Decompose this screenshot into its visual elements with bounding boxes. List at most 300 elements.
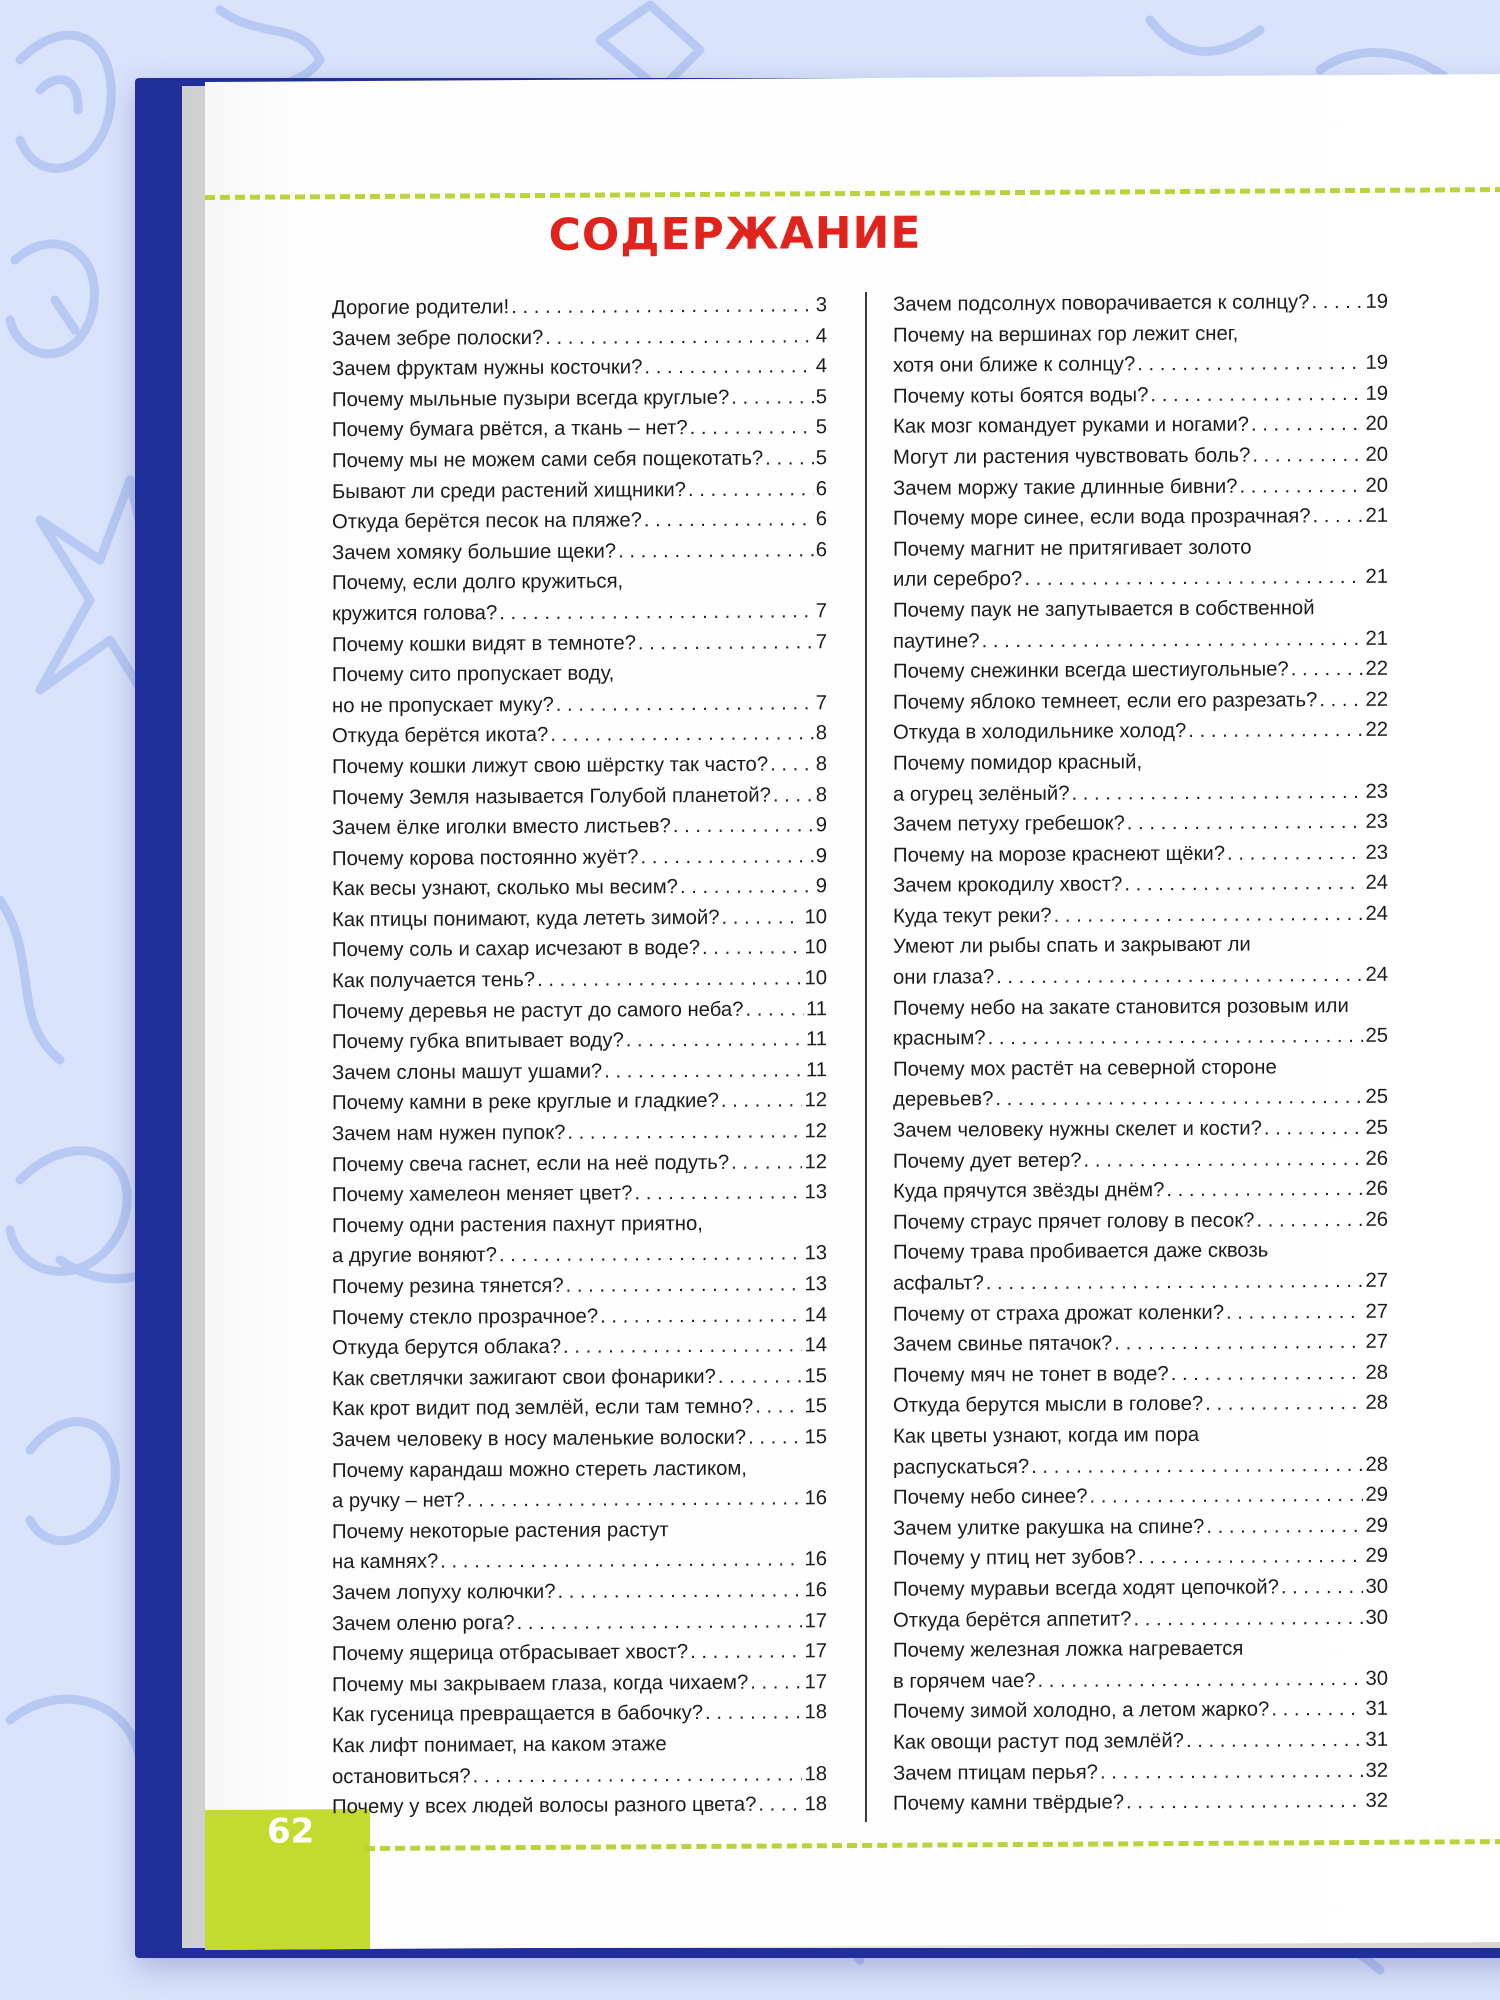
dot-leader xyxy=(705,1698,802,1729)
toc-entry xyxy=(332,1055,827,1089)
toc-entry xyxy=(332,1269,827,1303)
toc-entry xyxy=(893,1572,1388,1606)
toc-entry xyxy=(332,1575,827,1609)
toc-entry-title: в горячем чае? xyxy=(893,1669,1036,1693)
toc-entry-page: 29 xyxy=(1365,1514,1388,1537)
toc-entry xyxy=(893,1052,1388,1116)
dot-leader xyxy=(1138,1541,1363,1573)
toc-entry xyxy=(893,990,1388,1054)
toc-entry xyxy=(893,1541,1388,1575)
dot-leader xyxy=(1114,1327,1363,1359)
toc-entry-page: 23 xyxy=(1365,841,1388,864)
dot-leader xyxy=(1311,287,1363,318)
toc-entry-title: Почему трава пробивается даже сквозь xyxy=(893,1239,1269,1265)
toc-entry xyxy=(332,474,827,508)
toc-page xyxy=(205,74,1500,1950)
toc-entry-page: 5 xyxy=(815,385,827,409)
toc-entry-page: 27 xyxy=(1365,1269,1388,1292)
toc-entry xyxy=(893,1694,1388,1728)
toc-entry-page: 5 xyxy=(815,447,827,470)
toc-entry xyxy=(332,290,827,324)
top-dashed-border xyxy=(205,187,1500,200)
dot-leader xyxy=(988,1021,1364,1054)
toc-entry-page: 26 xyxy=(1365,1177,1388,1201)
toc-entry-title: Зачем человеку в носу маленькие волоски? xyxy=(332,1426,747,1452)
toc-entry-page: 19 xyxy=(1365,382,1388,405)
toc-entry-title: Почему Земля называется Голубой планетой? xyxy=(332,784,771,809)
toc-entry xyxy=(332,413,827,447)
toc-entry-title: Зачем оленю рога? xyxy=(332,1611,515,1635)
toc-entry-title: Зачем крокодилу хвост? xyxy=(893,873,1123,898)
toc-entry-title: хотя они ближе к солнцу? xyxy=(893,353,1136,377)
dot-leader xyxy=(1226,1297,1363,1328)
toc-entry-page: 27 xyxy=(1365,1330,1388,1354)
dot-leader xyxy=(995,1082,1363,1115)
toc-entry-page: 6 xyxy=(815,538,827,562)
dot-leader xyxy=(557,1575,802,1607)
toc-entry-title: Почему, если долго кружиться, xyxy=(332,570,624,595)
page-title: СОДЕРЖАНИЕ xyxy=(548,207,922,261)
dot-leader xyxy=(1072,776,1364,808)
toc-entry-title: Могут ли растения чувствовать боль? xyxy=(893,444,1251,469)
toc-entry-page: 9 xyxy=(815,814,827,837)
toc-entry-title: красным? xyxy=(893,1027,986,1051)
toc-entry-title: Почему соль и сахар исчезают в воде? xyxy=(332,937,701,962)
dot-leader xyxy=(1084,1144,1364,1176)
toc-entry-page: 8 xyxy=(815,753,827,776)
toc-entry-page: 32 xyxy=(1365,1759,1388,1782)
dot-leader xyxy=(1186,1725,1363,1757)
toc-entry xyxy=(332,382,827,416)
toc-entry-title: паутине? xyxy=(893,629,980,653)
dot-leader xyxy=(1127,807,1364,839)
toc-entry-title: Почему дует ветер? xyxy=(893,1149,1082,1173)
toc-entry-title: Куда текут реки? xyxy=(893,904,1052,928)
toc-entry-page: 25 xyxy=(1365,1086,1388,1109)
toc-entry-title: Почему от страха дрожат коленки? xyxy=(893,1301,1224,1326)
toc-entry-page: 20 xyxy=(1365,413,1388,436)
toc-entry-page: 7 xyxy=(815,630,827,653)
toc-entry-title: Зачем слоны машут ушами? xyxy=(332,1060,603,1085)
toc-entry-title: Почему кошки лижут свою шёрстку так часто? xyxy=(332,753,769,779)
toc-entry-title: Как весы узнают, сколько мы весим? xyxy=(332,876,678,901)
toc-entry-title: Почему на морозе краснеют щёки? xyxy=(893,842,1226,867)
dot-leader xyxy=(690,413,814,444)
toc-entry-title: Зачем свинье пятачок? xyxy=(893,1332,1113,1356)
toc-entry-page: 14 xyxy=(804,1303,827,1326)
dot-leader xyxy=(1251,409,1364,440)
toc-entry xyxy=(332,321,827,355)
toc-entry-title: Почему мыльные пузыри всегда круглые? xyxy=(332,386,730,412)
dot-leader xyxy=(1137,348,1363,380)
toc-entry xyxy=(893,1235,1388,1299)
dot-leader xyxy=(511,290,814,322)
dot-leader xyxy=(1271,1694,1363,1725)
dot-leader xyxy=(1090,1480,1364,1512)
toc-entry-title: Зачем человеку нужны скелет и кости? xyxy=(893,1117,1262,1142)
dot-leader xyxy=(1319,685,1363,716)
toc-entry-page: 5 xyxy=(815,416,827,439)
toc-entry-title: Откуда берутся облака? xyxy=(332,1336,562,1360)
dot-leader xyxy=(1024,562,1363,595)
toc-entry-title: асфальт? xyxy=(893,1272,984,1295)
toc-entry xyxy=(332,810,827,844)
toc-entry xyxy=(893,1174,1388,1208)
dot-leader xyxy=(473,1759,803,1792)
toc-entry xyxy=(332,566,827,630)
toc-entry-title: Зачем подсолнух поворачивается к солнцу? xyxy=(893,291,1310,316)
toc-entry-title: Почему сито пропускает воду, xyxy=(332,662,615,687)
toc-entry xyxy=(893,1755,1388,1789)
toc-entry xyxy=(332,749,827,783)
dot-leader xyxy=(721,1086,803,1117)
dot-leader xyxy=(600,1300,802,1332)
toc-entry-title: они глаза? xyxy=(893,966,995,989)
toc-entry-page: 30 xyxy=(1365,1606,1388,1629)
dot-leader xyxy=(758,1789,802,1820)
toc-entry-title: Зачем петуху гребешок? xyxy=(893,812,1125,836)
dot-leader xyxy=(1038,1664,1364,1697)
dot-leader xyxy=(680,872,814,903)
toc-entry-page: 30 xyxy=(1365,1575,1388,1598)
dot-leader xyxy=(1171,1358,1364,1390)
dot-leader xyxy=(563,1331,802,1363)
toc-entry-title: Почему муравьи всегда ходят цепочкой? xyxy=(893,1576,1279,1601)
dot-leader xyxy=(755,1392,802,1423)
toc-entry-title: Почему стекло прозрачное? xyxy=(332,1305,599,1329)
toc-entry xyxy=(332,1514,827,1578)
toc-entry-title: Почему страус прячет голову в песок? xyxy=(893,1209,1255,1234)
toc-entry xyxy=(893,654,1388,688)
toc-entry-page: 22 xyxy=(1365,688,1388,711)
toc-entry-title: Откуда берётся аппетит? xyxy=(893,1607,1132,1632)
toc-entry-page: 32 xyxy=(1365,1789,1388,1813)
toc-entry-title: распускаться? xyxy=(893,1455,1030,1479)
book xyxy=(135,78,1500,1958)
dot-leader xyxy=(982,623,1364,656)
dot-leader xyxy=(499,1239,803,1271)
toc-entry-page: 22 xyxy=(1365,657,1388,681)
toc-entry xyxy=(893,409,1388,443)
toc-entry-title: Зачем моржу такие длинные бивни? xyxy=(893,475,1238,500)
dot-leader xyxy=(1252,440,1363,471)
toc-entry-page: 12 xyxy=(804,1120,827,1143)
toc-entry xyxy=(332,1422,827,1456)
toc-entry xyxy=(332,1086,827,1120)
toc-entry-page: 7 xyxy=(815,600,827,623)
toc-entry-title: Почему мы закрываем глаза, когда чихаем? xyxy=(332,1671,749,1696)
toc-entry-title: Почему хамелеон меняет цвет? xyxy=(332,1182,633,1207)
toc-entry-page: 9 xyxy=(815,844,827,867)
toc-entry xyxy=(332,1606,827,1640)
toc-entry-page: 20 xyxy=(1365,443,1388,466)
toc-entry-title: Почему мяч не тонет в воде? xyxy=(893,1362,1169,1387)
dot-leader xyxy=(750,1667,802,1698)
toc-entry-title: Почему море синее, если вода прозрачная? xyxy=(893,505,1311,530)
toc-entry-page: 4 xyxy=(815,355,827,378)
dot-leader xyxy=(718,1361,803,1392)
toc-entry xyxy=(332,1728,827,1792)
dot-leader xyxy=(634,1178,802,1210)
toc-entry-page: 6 xyxy=(815,508,827,531)
toc-entry-page: 17 xyxy=(804,1640,827,1663)
toc-entry xyxy=(893,470,1388,504)
toc-entry-page: 25 xyxy=(1365,1116,1388,1139)
toc-entry-title: Почему у всех людей волосы разного цвета? xyxy=(332,1793,757,1819)
toc-entry xyxy=(332,1330,827,1364)
toc-entry-title: Почему на вершинах гор лежит снег, xyxy=(893,322,1239,347)
toc-entry xyxy=(332,1392,827,1426)
toc-entry-page: 13 xyxy=(804,1181,827,1204)
toc-entry-title: Зачем ёлке иголки вместо листьев? xyxy=(332,815,671,840)
toc-entry-title: Как мозг командует руками и ногами? xyxy=(893,413,1249,439)
toc-entry xyxy=(332,1177,827,1211)
toc-entry xyxy=(893,1480,1388,1514)
toc-entry-title: Как получается тень? xyxy=(332,969,536,993)
toc-entry xyxy=(893,715,1388,749)
toc-entry-page: 28 xyxy=(1365,1361,1388,1384)
dot-leader xyxy=(722,902,803,933)
toc-entry-title: а ручку – нет? xyxy=(332,1489,465,1513)
toc-entry xyxy=(893,1633,1388,1697)
page-number: 62 xyxy=(267,1811,315,1852)
dot-leader xyxy=(604,1055,804,1087)
dot-leader xyxy=(770,749,814,780)
toc-entry-page: 22 xyxy=(1365,719,1388,742)
toc-entry xyxy=(332,1789,827,1823)
dot-leader xyxy=(1133,1602,1363,1634)
toc-entry-title: Откуда берётся икота? xyxy=(332,724,549,748)
toc-entry-page: 26 xyxy=(1365,1147,1388,1170)
toc-entry-page: 24 xyxy=(1365,902,1388,925)
dot-leader xyxy=(765,443,814,474)
toc-entry-page: 18 xyxy=(804,1701,827,1724)
toc-entry-page: 15 xyxy=(804,1364,827,1388)
toc-entry-title: Зачем зебре полоски? xyxy=(332,326,544,350)
toc-entry xyxy=(332,1636,827,1670)
dot-leader xyxy=(1150,379,1363,411)
toc-entry-page: 3 xyxy=(815,294,827,317)
toc-entry xyxy=(893,532,1388,596)
dot-leader xyxy=(537,963,802,995)
toc-entry-page: 8 xyxy=(815,722,827,745)
toc-entry xyxy=(893,837,1388,871)
toc-entry xyxy=(893,807,1388,841)
toc-entry xyxy=(893,287,1388,321)
toc-entry-title: Как крот видит под землёй, если там темно? xyxy=(332,1396,754,1421)
toc-entry-page: 15 xyxy=(804,1426,827,1449)
dot-leader xyxy=(773,780,814,811)
toc-entry xyxy=(893,501,1388,535)
toc-entry-title: Как овощи растут под землёй? xyxy=(893,1729,1184,1754)
toc-entry-title: Почему одни растения пахнут приятно, xyxy=(332,1212,703,1238)
dot-leader xyxy=(566,1269,803,1301)
toc-entry-title: Почему свеча гаснет, если на неё подуть? xyxy=(332,1151,730,1176)
toc-entry xyxy=(893,1511,1388,1545)
toc-entry-page: 16 xyxy=(804,1579,827,1602)
toc-entry-page: 21 xyxy=(1365,627,1388,650)
toc-entry-title: Почему резина тянется? xyxy=(332,1274,564,1299)
toc-entry xyxy=(332,1024,827,1058)
toc-column-left xyxy=(332,290,827,1823)
toc-entry-title: Почему камни твёрдые? xyxy=(893,1791,1125,1815)
toc-entry-page: 9 xyxy=(815,875,827,898)
toc-entry xyxy=(332,1453,827,1517)
dot-leader xyxy=(1227,838,1363,869)
toc-entry-page: 25 xyxy=(1365,1025,1388,1048)
toc-entry-page: 18 xyxy=(804,1762,827,1785)
toc-entry-page: 18 xyxy=(804,1793,827,1816)
dot-leader xyxy=(1264,1113,1364,1144)
dot-leader xyxy=(1031,1449,1363,1482)
toc-entry-title: Почему коты боятся воды? xyxy=(893,384,1149,408)
dot-leader xyxy=(1239,470,1363,501)
toc-entry xyxy=(893,379,1388,413)
dot-leader xyxy=(688,474,814,505)
dot-leader xyxy=(499,596,813,629)
toc-entry-title: но не пропускает муку? xyxy=(332,693,554,717)
toc-entry-page: 21 xyxy=(1365,504,1388,528)
dot-leader xyxy=(1291,654,1364,685)
toc-entry-page: 17 xyxy=(804,1609,827,1632)
toc-entry xyxy=(893,1296,1388,1330)
toc-entry-page: 8 xyxy=(815,783,827,806)
toc-entry-page: 31 xyxy=(1365,1728,1388,1751)
toc-entry-title: Почему снежинки всегда шестиугольные? xyxy=(893,658,1289,683)
toc-entry-page: 30 xyxy=(1365,1667,1388,1690)
toc-entry xyxy=(893,317,1388,381)
toc-entry-title: Почему яблоко темнеет, если его разрезать? xyxy=(893,688,1318,714)
toc-entry xyxy=(332,1361,827,1395)
dot-leader xyxy=(1124,868,1363,900)
dot-leader xyxy=(1205,1388,1363,1420)
toc-entry-page: 31 xyxy=(1365,1698,1388,1721)
toc-entry-title: Почему помидор красный, xyxy=(893,751,1143,775)
toc-entry xyxy=(332,1698,827,1732)
toc-entry-page: 16 xyxy=(804,1487,827,1510)
toc-entry-page: 24 xyxy=(1365,963,1388,986)
dot-leader xyxy=(1188,715,1363,747)
toc-entry-page: 6 xyxy=(815,477,827,500)
toc-entry-page: 28 xyxy=(1365,1392,1388,1415)
toc-entry-title: Зачем нам нужен пупок? xyxy=(332,1121,566,1146)
toc-entry xyxy=(893,899,1388,933)
toc-entry xyxy=(893,593,1388,657)
toc-entry-title: Как птицы понимают, куда лететь зимой? xyxy=(332,906,720,932)
toc-entry-title: кружится голова? xyxy=(332,602,498,626)
toc-entry-title: Как светлячки зажигают свои фонарики? xyxy=(332,1365,716,1391)
toc-entry-page: 10 xyxy=(804,936,827,959)
dot-leader xyxy=(517,1606,803,1638)
dot-leader xyxy=(731,1147,802,1178)
toc-entry-title: а огурец зелёный? xyxy=(893,782,1070,806)
toc-entry-title: Почему бумага рвётся, а ткань – нет? xyxy=(332,417,688,442)
toc-column-right xyxy=(893,287,1388,1820)
dot-leader xyxy=(618,535,814,567)
toc-entry-page: 29 xyxy=(1365,1545,1388,1568)
toc-entry-title: Зачем улитке ракушка на спине? xyxy=(893,1515,1205,1540)
toc-entry xyxy=(332,1208,827,1272)
toc-entry xyxy=(332,443,827,477)
toc-entry-title: Почему камни в реке круглые и гладкие? xyxy=(332,1090,719,1115)
toc-entry-page: 28 xyxy=(1365,1453,1388,1476)
toc-entry-page: 23 xyxy=(1365,780,1388,803)
toc-entry-title: остановиться? xyxy=(332,1764,471,1788)
toc-entry xyxy=(893,1388,1388,1422)
dot-leader xyxy=(550,719,813,751)
toc-entry-page: 24 xyxy=(1365,872,1388,895)
toc-entry xyxy=(332,351,827,385)
dot-leader xyxy=(731,382,813,413)
dot-leader xyxy=(626,1025,804,1057)
toc-entry xyxy=(893,1786,1388,1820)
toc-entry-title: Почему зимой холодно, а летом жарко? xyxy=(893,1698,1270,1724)
toc-entry-title: Почему у птиц нет зубов? xyxy=(893,1546,1136,1571)
toc-entry-title: Зачем фруктам нужны косточки? xyxy=(332,356,643,381)
toc-entry-page: 27 xyxy=(1365,1300,1388,1323)
toc-entry-title: Почему небо на закате становится розовым или xyxy=(893,994,1349,1020)
toc-entry-title: Почему корова постоянно жуёт? xyxy=(332,846,639,870)
toc-entry xyxy=(893,1205,1388,1239)
toc-entry-title: Дорогие родители! xyxy=(332,296,510,320)
bottom-dashed-border xyxy=(365,1839,1500,1851)
dot-leader xyxy=(638,627,814,659)
column-divider xyxy=(865,292,867,1822)
toc-entry xyxy=(893,684,1388,718)
toc-entry-page: 17 xyxy=(804,1670,827,1694)
toc-entry xyxy=(332,1667,827,1701)
toc-entry-page: 19 xyxy=(1365,351,1388,375)
toc-entry xyxy=(332,933,827,967)
toc-entry xyxy=(893,1327,1388,1361)
toc-entry-title: Почему паук не запутывается в собственной xyxy=(893,597,1315,622)
toc-entry-page: 11 xyxy=(805,1059,827,1082)
toc-entry-page: 16 xyxy=(804,1548,827,1571)
toc-entry xyxy=(332,994,827,1028)
toc-entry xyxy=(893,1113,1388,1147)
dot-leader xyxy=(1166,1174,1363,1206)
toc-entry xyxy=(332,963,827,997)
toc-entry-title: Почему ящерица отбрасывает хвост? xyxy=(332,1641,689,1666)
toc-entry-page: 21 xyxy=(1365,566,1388,589)
toc-entry-page: 11 xyxy=(805,997,827,1020)
dot-leader xyxy=(673,810,814,841)
toc-entry-title: Почему магнит не притягивает золото xyxy=(893,536,1252,561)
toc-entry-title: Откуда в холодильнике холод? xyxy=(893,720,1187,745)
dot-leader xyxy=(1313,501,1364,532)
toc-entry xyxy=(893,1602,1388,1636)
toc-entry-page: 23 xyxy=(1365,810,1388,834)
dot-leader xyxy=(1126,1786,1363,1818)
toc-entry xyxy=(332,1116,827,1150)
dot-leader xyxy=(1281,1572,1364,1603)
toc-entry-title: Бывают ли среди растений хищники? xyxy=(332,478,686,503)
toc-entry-title: Почему железная ложка нагревается xyxy=(893,1637,1244,1662)
dot-leader xyxy=(996,960,1363,993)
toc-entry-page: 20 xyxy=(1365,474,1388,497)
toc-entry-page: 15 xyxy=(804,1395,827,1418)
toc-entry-page: 14 xyxy=(804,1334,827,1357)
toc-entry-page: 13 xyxy=(804,1273,827,1296)
toc-entry-page: 10 xyxy=(804,967,827,990)
dot-leader xyxy=(567,1116,802,1148)
toc-entry-title: Почему губка впитывает воду? xyxy=(332,1029,624,1054)
toc-entry-title: Зачем хомяку большие щеки? xyxy=(332,540,617,564)
toc-entry xyxy=(332,780,827,814)
toc-entry-title: Почему мы не можем сами себя пощекотать? xyxy=(332,447,764,473)
toc-entry-page: 29 xyxy=(1365,1483,1388,1507)
toc-entry-title: Почему деревья не растут до самого неба? xyxy=(332,998,744,1023)
